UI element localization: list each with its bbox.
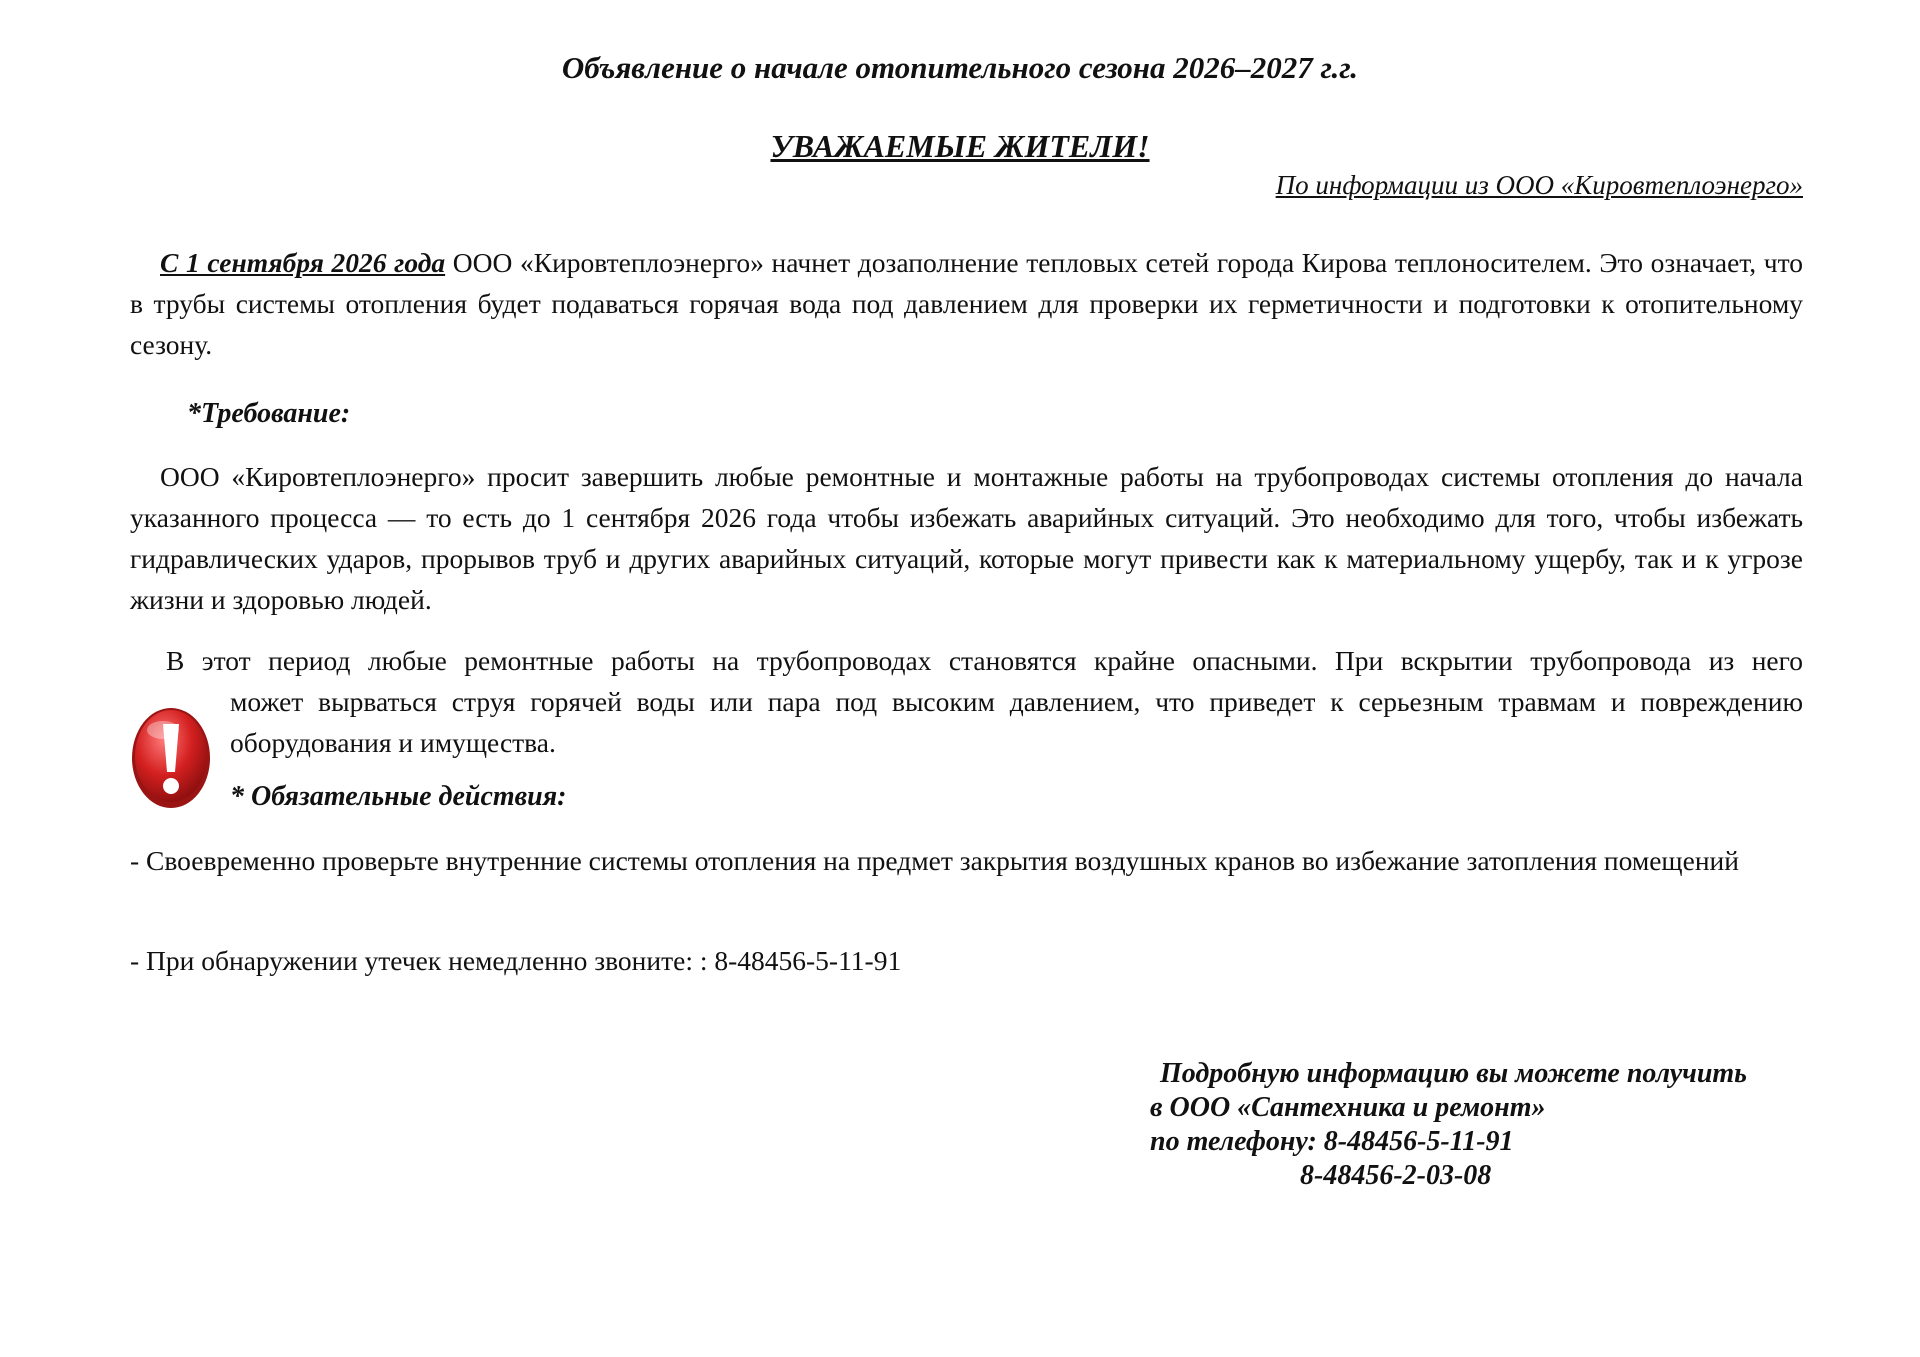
greeting-text: УВАЖАЕМЫЕ ЖИТЕЛИ! (770, 128, 1150, 164)
contact-company: в ООО «Сантехника и ремонт» (1150, 1092, 1546, 1123)
danger-paragraph-first-line: В этот период любые ремонтные работы на трубопроводах становятся крайне опасными. При вскрытии трубопровода из него (166, 645, 1803, 676)
document-title: Объявление о начале отопительного сезона 2026–2027 г.г. (561, 50, 1359, 85)
requirement-heading: *Требование: (187, 398, 351, 429)
source-note: По информации из ООО «Кировтеплоэнерго» (1275, 170, 1803, 200)
intro-paragraph (130, 242, 1803, 365)
exclamation-warning-icon (130, 706, 212, 810)
danger-paragraph-rest: может вырваться струя горячей воды или пара под высоким давлением, что приведет к серьезным травмам и повреждению оборудования и имущества. (230, 686, 1803, 758)
contact-line: Подробную информацию вы можете получить (1160, 1058, 1747, 1089)
contact-phone-secondary: 8-48456-2-03-08 (1300, 1160, 1492, 1191)
action-item: - При обнаружении утечек немедленно звоните: : 8-48456-5-11-91 (130, 945, 902, 976)
greeting-heading (0, 128, 1920, 165)
contact-block (1150, 1057, 1850, 1193)
actions-heading: * Обязательные действия: (230, 781, 567, 812)
requirement-paragraph: ООО «Кировтеплоэнерго» просит завершить любые ремонтные и монтажные работы на трубопроводах системы отопления до начала указанного процесса — то есть до 1 сентября 2026 года чтобы избежать аварийных ситуаций. Это необходимо для того, чтобы избежать гидравлических ударов, прорывов труб и других аварийных ситуаций, которые могут привести как к материальному ущербу, так и к угрозе жизни и здоровью людей. (130, 461, 1803, 615)
start-date: С 1 сентября 2026 года (160, 247, 446, 278)
contact-phone: по телефону: 8-48456-5-11-91 (1150, 1126, 1514, 1157)
action-item: - Своевременно проверьте внутренние системы отопления на предмет закрытия воздушных кранов во избежание затопления помещений (130, 845, 1739, 876)
intro-text: ООО «Кировтеплоэнерго» начнет дозаполнение тепловых сетей города Кирова теплоносителем. Это означает, что в трубы системы отопления будет подаваться горячая вода под давлением для проверки их герметичности и подготовки к отопительному сезону. (130, 247, 1803, 360)
